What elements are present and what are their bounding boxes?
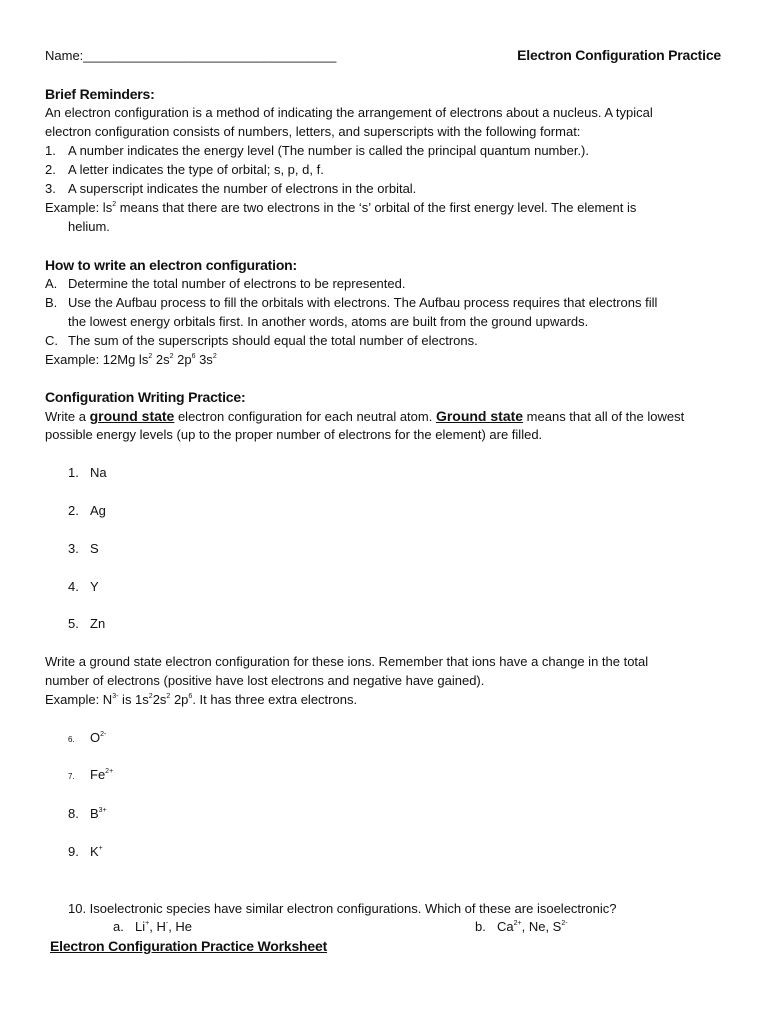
brief-example-cont: helium. — [68, 219, 110, 234]
howto-heading: How to write an electron configuration: — [45, 257, 297, 273]
howto-item-b: B. Use the Aufbau process to fill the orbitals with electrons. The Aufbau process requires that electrons fill — [45, 295, 658, 310]
ground-state-term-2: Ground state — [435, 408, 524, 424]
brief-example: Example: $ls^2$ means that there are two electrons in the ‘s’ orbital of the first energy level. The element is — [45, 200, 637, 215]
ions-example: Example: $N^{3-}$ is $1s^22s^2$ $2p^6$. It has three extra electrons. — [45, 692, 358, 707]
howto-item-c: C. The sum of the superscripts should equal the total number of electrons. — [45, 333, 478, 348]
practice-instructions-line-1: Write a ground state electron configuration for each neutral atom. Ground state means that all of the lowest — [45, 408, 685, 424]
question-1: 1. Na — [68, 465, 107, 480]
question-3: 3. S — [68, 541, 99, 556]
question-4: 4. Y — [68, 579, 99, 594]
page-title: Electron Configuration Practice — [517, 47, 721, 63]
name-field — [45, 47, 336, 65]
question-7: 7. $Fe^{2+}$ — [68, 767, 114, 782]
name-label: Name: — [45, 48, 84, 63]
practice-heading: Configuration Writing Practice: — [45, 389, 246, 405]
ions-instructions-line-1: Write a ground state electron configuration for these ions. Remember that ions have a change in the total — [45, 654, 649, 669]
brief-paragraph-line-2: electron configuration consists of numbers, letters, and superscripts with the following format: — [45, 124, 581, 139]
brief-heading: Brief Reminders: — [45, 86, 155, 102]
practice-instructions-line-2: possible energy levels (up to the proper number of electrons for the element) are filled. — [45, 427, 543, 442]
question-10-option-a: a. Li+, H-, He — [113, 919, 193, 934]
question-9: 9. K+ — [68, 844, 103, 859]
ions-instructions-line-2: number of electrons (positive have lost electrons and negative have gained). — [45, 673, 485, 688]
question-10-option-b: b. $Ca^{2+}$, Ne, $S^{2-}$ — [475, 919, 568, 934]
name-blank-line: ___________________________________ — [83, 48, 337, 63]
howto-example: Example: 12Mg $ls^2$ $2s^2$ $2p^6$ $3s^2$ — [45, 352, 217, 367]
question-8: 8. $B^{3+}$ — [68, 806, 107, 821]
question-5: 5. Zn — [68, 616, 106, 631]
ground-state-term: ground state — [89, 408, 175, 424]
howto-item-a: A. Determine the total number of electrons to be represented. — [45, 276, 406, 291]
howto-item-b-cont: the lowest energy orbitals first. In another words, atoms are built from the ground upwards. — [68, 314, 589, 329]
worksheet-title: Electron Configuration Practice Worksheet — [50, 938, 328, 954]
brief-paragraph-line-1: An electron configuration is a method of indicating the arrangement of electrons about a nucleus. A typical — [45, 105, 653, 120]
question-10: 10. Isoelectronic species have similar electron configurations. Which of these are isoelectronic? — [68, 901, 617, 916]
question-6: 6. $O^{2-}$ — [68, 730, 107, 745]
brief-item-2: 2. A letter indicates the type of orbital; s, p, d, f. — [45, 162, 324, 177]
brief-item-1: 1. A number indicates the energy level (The number is called the principal quantum number.). — [45, 143, 590, 158]
question-2: 2. Ag — [68, 503, 106, 518]
brief-item-3: 3. A superscript indicates the number of electrons in the orbital. — [45, 181, 417, 196]
